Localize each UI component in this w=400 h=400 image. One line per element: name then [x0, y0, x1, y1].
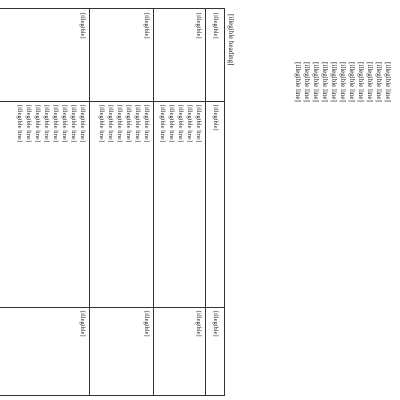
table-divider: [205, 9, 206, 395]
table-cell: [illegible line]: [25, 105, 32, 143]
paragraph-line: [illegible line]: [321, 62, 329, 102]
table-cell: [illegible line]: [107, 105, 114, 143]
table-cell: [illegible line]: [16, 105, 23, 143]
info-table: [0, 8, 225, 396]
table-cell: [illegible line]: [34, 105, 41, 143]
paragraph-line: [illegible line]: [330, 62, 338, 102]
paragraph-line: [illegible line]: [303, 62, 311, 102]
paragraph-line: [illegible line]: [357, 62, 365, 102]
table-cell: [illegible line]: [70, 105, 77, 143]
paragraph-line: [illegible line]: [384, 62, 392, 102]
table-cell: [illegible]: [143, 13, 150, 39]
table-cell: [illegible line]: [79, 105, 86, 143]
table-cell: [illegible line]: [134, 105, 141, 143]
table-cell: [illegible line]: [168, 105, 175, 143]
table-cell: [illegible]: [195, 311, 202, 337]
table-cell: [illegible line]: [186, 105, 193, 143]
paragraph-line: [illegible line]: [294, 62, 302, 102]
table-cell: [illegible line]: [52, 105, 59, 143]
paragraph-line: [illegible line]: [375, 62, 383, 102]
table-cell: [illegible]: [195, 13, 202, 39]
table-cell: [illegible line]: [177, 105, 184, 143]
table-divider: [89, 9, 90, 395]
section-heading: [illegible heading]: [227, 14, 235, 66]
table-cell: [illegible line]: [98, 105, 105, 143]
table-divider: [0, 101, 224, 102]
table-divider: [0, 307, 224, 308]
table-cell: [illegible line]: [116, 105, 123, 143]
table-header-cell: [illegible]: [212, 105, 219, 131]
table-header-cell: [illegible]: [212, 13, 219, 39]
table-cell: [illegible]: [143, 311, 150, 337]
paragraph-line: [illegible line]: [366, 62, 374, 102]
table-cell: [illegible line]: [43, 105, 50, 143]
table-cell: [illegible line]: [195, 105, 202, 143]
paragraph-line: [illegible line]: [312, 62, 320, 102]
table-divider: [153, 9, 154, 395]
table-cell: [illegible]: [79, 13, 86, 39]
table-cell: [illegible line]: [61, 105, 68, 143]
paragraph-line: [illegible line]: [339, 62, 347, 102]
table-cell: [illegible line]: [143, 105, 150, 143]
table-cell: [illegible]: [79, 311, 86, 337]
table-cell: [illegible line]: [125, 105, 132, 143]
table-header-cell: [illegible]: [212, 311, 219, 337]
table-cell: [illegible line]: [159, 105, 166, 143]
paragraph-line: [illegible line]: [348, 62, 356, 102]
